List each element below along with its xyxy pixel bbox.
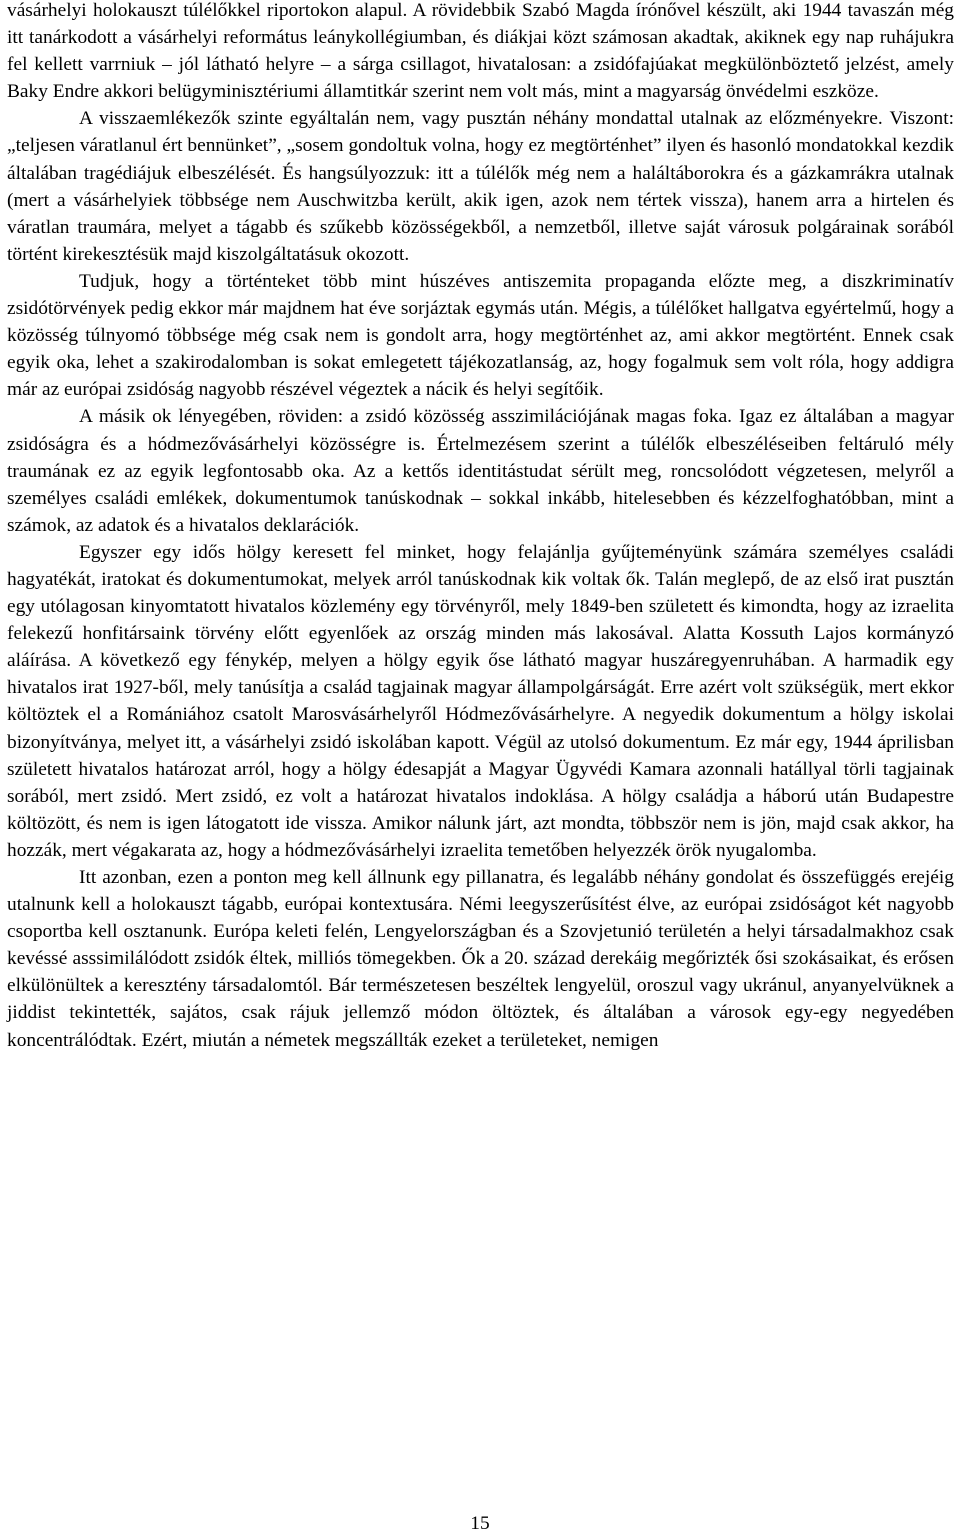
paragraph: vásárhelyi holokauszt túlélőkkel riportokon alapul. A rövidebbik Szabó Magda írónővel készült, aki 1944 tavaszán még itt tanárkodott a vásárhelyi református leánykollégiumban, és diákjai közt számosan akadtak, akiknek egy nap ruhájukra fel kellett varrniuk – jól látható helyre – a sárga csillagot, hivatalosan: a zsidófajúakat megkülönböztető jelzést, amely Baky Endre akkori belügyminisztériumi államtitkár szerint nem volt más, mint a magyarság önvédelmi eszköze. [7, 0, 954, 103]
paragraph: A visszaemlékezők szinte egyáltalán nem, vagy pusztán néhány mondattal utalnak az előzményekre. Viszont: „teljesen váratlanul ért bennünket”, „sosem gondoltuk volna, hogy ez megtörténhet” ilyen és hasonló mondatokkal kezdik általában tragédiájuk elbeszélését. És hangsúlyozzuk: itt a túlélők még nem a haláltáborokra és a gázkamrákra utalnak (mert a vásárhelyiek többsége nem Auschwitzba került, akik igen, azok nem tértek vissza), hanem arra a hirtelen és váratlan traumára, melyet a tágabb és szűkebb közösségekből, a nemzetből, illetve saját városuk polgárainak sorából történt kirekesztésük majd kiszolgáltatásuk okozott. [7, 108, 954, 265]
body-text [7, 0, 954, 1054]
paragraph: Tudjuk, hogy a történteket több mint húszéves antiszemita propaganda előzte meg, a diszkriminatív zsidótörvények pedig ekkor már majdnem hat éve sorjáztak egymás után. Mégis, a túlélőket hallgatva egyértelmű, hogy a közösség túlnyomó többsége még csak nem is gondolt arra, hogy megtörténhet az, ami akkor megtörtént. Ennek csak egyik oka, lehet a szakirodalomban is sokat emlegetett tájékozatlanság, az, hogy fogalmuk sem volt róla, hogy addigra már az európai zsidóság nagyobb részével végeztek a nácik és helyi segítőik. [7, 270, 954, 401]
page-number: 15 [470, 1513, 490, 1534]
paragraph: Egyszer egy idős hölgy keresett fel minket, hogy felajánlja gyűjteményünk számára személyes családi hagyatékát, iratokat és dokumentumokat, melyek arról tanúskodnak kik voltak ők. Talán meglepő, de az első irat pusztán egy utólagosan kinyomtatott hivatalos közlemény egy törvényről, mely 1849-ben született és kimondta, hogy az izraelita felekezű honfitársaink törvény előtt egyenlőek az ország minden más lakosával. Alatta Kossuth Lajos kormányzó aláírása. A következő egy fénykép, melyen a hölgy egyik őse látható magyar huszáregyenruhában. A harmadik egy hivatalos irat 1927-ből, mely tanúsítja a család tagjainak magyar állampolgárságát. Erre azért volt szükségük, mert ekkor költöztek el a Romániához csatolt Marosvásárhelyről Hódmezővásárhelyre. A negyedik dokumentum a hölgy iskolai bizonyítványa, melyet itt, a vásárhelyi zsidó iskolában kapott. Végül az utolsó dokumentum. Ez már egy, 1944 áprilisban született hivatalos határozat arról, hogy a hölgy édesapját a Magyar Ügyvédi Kamara azonnali hatállyal törli tagjainak sorából, mert zsidó. Mert zsidó, ez volt a határozat hivatalos indoklása. A hölgy családja a háború után Budapestre költözött, és nem is igen látogatott ide vissza. Amikor nálunk járt, azt mondta, többször nem is jön, majd csak akkor, ha hozzák, mert végakarata az, hogy a hódmezővásárhelyi izraelita temetőben helyezzék örök nyugalomba. [7, 541, 954, 861]
paragraph: A másik ok lényegében, röviden: a zsidó közösség asszimilációjának magas foka. Igaz ez általában a magyar zsidóságra és a hódmezővásárhelyi közösségre is. Értelmezésem szerint a túlélők elbeszéléseiben feltáruló mély traumának ez az egyik legfontosabb oka. Az a kettős identitástudat sérült meg, roncsolódott végzetesen, melyről a személyes családi emlékek, dokumentumok tanúskodnak – sokkal inkább, hitelesebben és kézzelfoghatóbban, mint a számok, az adatok és a hivatalos deklarációk. [7, 406, 954, 536]
paragraph: Itt azonban, ezen a ponton meg kell állnunk egy pillanatra, és legalább néhány gondolat és összefüggés erejéig utalnunk kell a holokauszt tágabb, európai kontextusára. Némi leegyszerűsítést élve, az európai zsidóságot két nagyobb csoportba kell osztanunk. Európa keleti felén, Lengyelországban és a Szovjetunió területén a helyi társadalmakhoz csak kevéssé asssimilálódott zsidók éltek, milliós tömegekben. Ők a 20. század derekáig megőrizték ősi szokásaikat, és erősen elkülönültek a keresztény társadalomtól. Bár természetesen beszéltek lengyelül, oroszul vagy ukránul, anyanyelvüknek a jiddist tekintették, sajátos, csak rájuk jellemző módon öltöztek, és általában a városok egy-egy negyedében koncentrálódtak. Ezért, miután a németek megszállták ezeket a területeket, nemigen [7, 867, 954, 1051]
